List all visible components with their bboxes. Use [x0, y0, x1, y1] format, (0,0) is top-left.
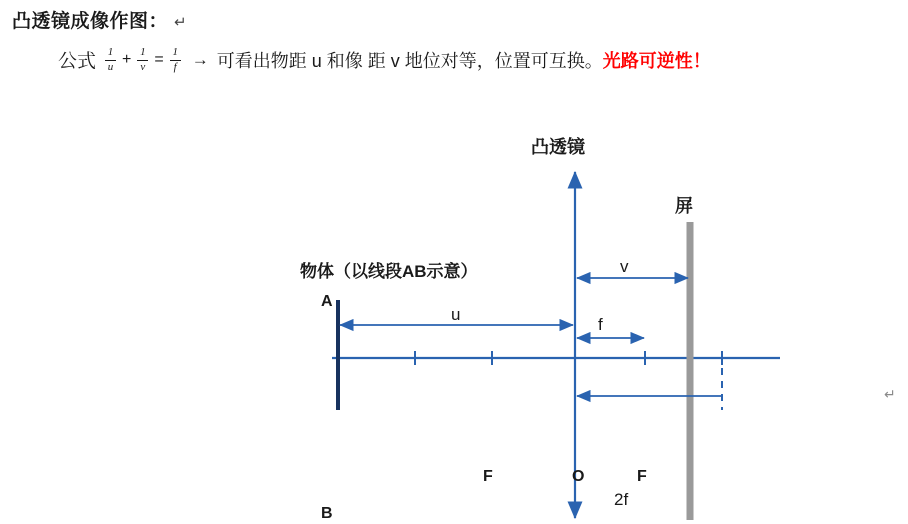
focus-label-right: F [637, 468, 647, 485]
formula-highlight-text: 光路可逆性！ [602, 50, 711, 71]
fraction-one-over-f [167, 47, 184, 74]
object-label: 物体（以线段AB示意） [300, 262, 478, 281]
plus-operator: + [122, 50, 132, 68]
fraction-numerator: 1 [140, 46, 146, 59]
formula-lead-label: 公式 [58, 51, 97, 72]
optics-diagram [0, 110, 908, 524]
focal-label-f: f [598, 315, 603, 334]
fraction-one-over-v [134, 47, 151, 74]
fraction-denominator: v [137, 60, 148, 74]
page-title-text: 凸透镜成像作图： [12, 11, 169, 32]
right-arrow-icon: → [191, 49, 209, 69]
distance-label-v: v [620, 257, 629, 276]
point-label-a: A [321, 293, 333, 310]
corner-pilcrow-mark: ↵ [884, 386, 896, 402]
fraction-denominator: f [170, 60, 181, 74]
lens-label: 凸透镜 [531, 137, 585, 157]
pilcrow-mark: ↵ [174, 14, 188, 31]
fraction-numerator: 1 [107, 46, 114, 59]
formula-line [58, 46, 711, 73]
page-title [12, 6, 187, 33]
distance-label-2f: 2f [614, 490, 629, 509]
fraction-one-over-u [102, 47, 119, 74]
equals-operator: = [154, 50, 164, 68]
fraction-numerator: 1 [172, 46, 178, 59]
fraction-denominator: u [105, 60, 116, 74]
point-label-o: O [572, 468, 585, 485]
formula-conclusion-text: 可看出物距 u 和像 距 v 地位对等，位置可互换。 [216, 50, 603, 71]
point-label-b: B [321, 505, 333, 522]
screen-label: 屏 [675, 196, 693, 216]
distance-label-u: u [451, 305, 461, 324]
focus-label-left: F [483, 468, 493, 485]
